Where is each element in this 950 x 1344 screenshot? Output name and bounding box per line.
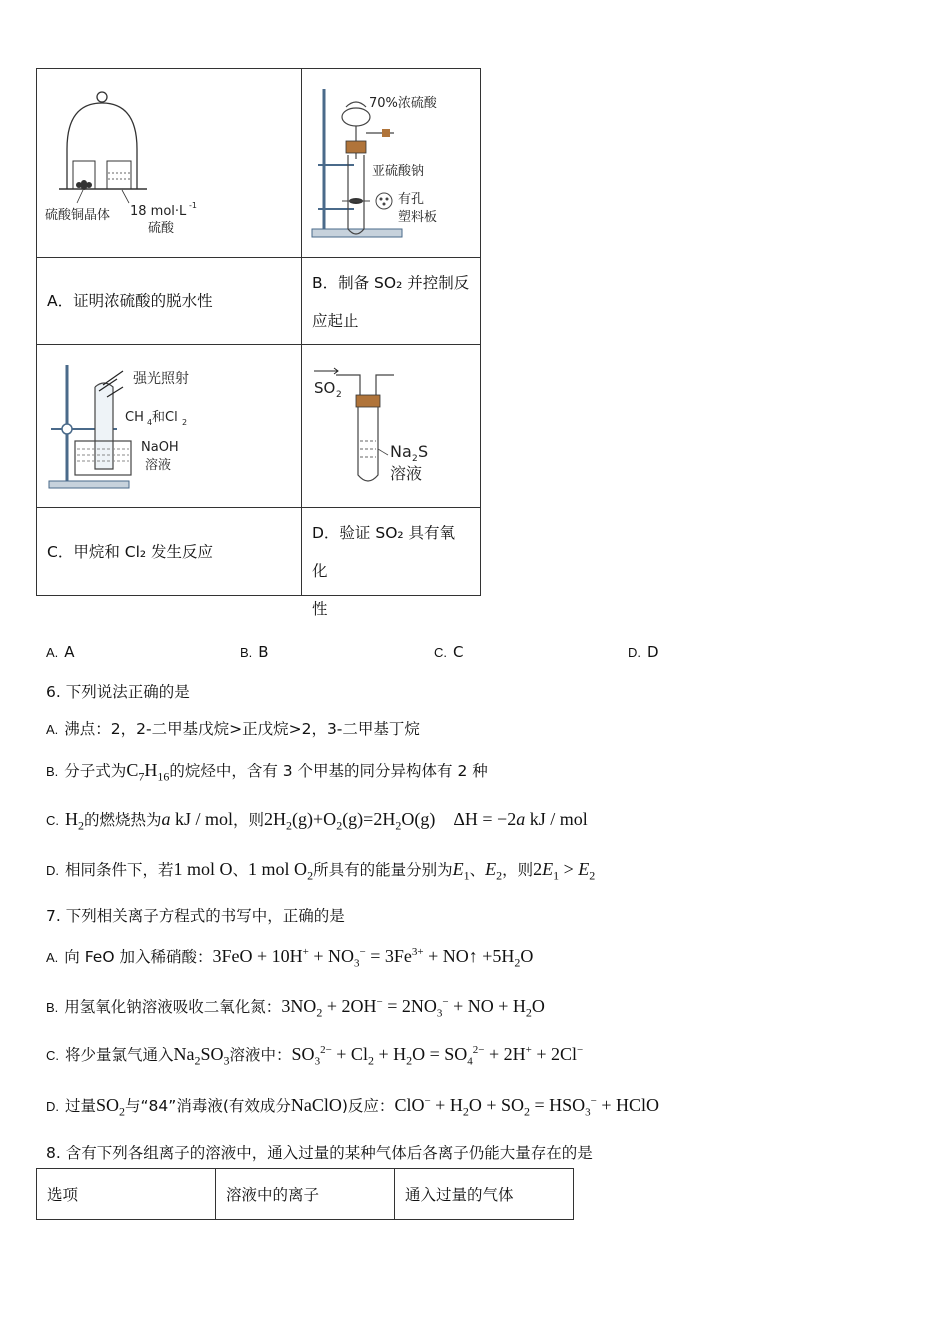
table-row — [37, 1169, 574, 1220]
formula-1mol-o2: 1 mol $O_2$ — [248, 859, 314, 883]
q6-option-a[interactable]: A. 沸点：2，2-二甲基戊烷>正戊烷>2，3-二甲基丁烷 — [46, 720, 420, 738]
formula-h2: $H_2$ — [65, 809, 84, 833]
label-solution-c: 溶液 — [145, 458, 172, 473]
q7-option-c[interactable]: C. 将少量氯气通入$Na_2SO_3$溶液中：$SO_3^{2-} + Cl_2 + H_2O = SO_4^{2-} + 2H^+ + 2Cl^-$ — [46, 1044, 584, 1068]
cell-c-caption — [36, 507, 302, 596]
label-s: S — [418, 442, 429, 461]
equation-cl2-so3: $SO_3^{2-} + Cl_2 + H_2O = SO_4^{2-} + 2H^+ + 2Cl^-$ — [291, 1044, 584, 1068]
formula-na2so3: $Na_2SO_3$ — [173, 1044, 230, 1068]
label-acid-conc: 18 mol·L — [130, 204, 187, 219]
cell-a-caption — [36, 257, 302, 345]
label-strong-light: 强光照射 — [133, 371, 189, 387]
cell-b-caption — [301, 257, 481, 345]
cell-b-image — [301, 68, 481, 258]
header-option: 选项 — [37, 1169, 216, 1220]
bell-jar-diagram — [37, 69, 301, 257]
q7-option-b[interactable]: B. 用氢氧化钠溶液吸收二氧化氮：$3NO_2 + 2OH^- = 2NO_3^-$ + NO + $H_2O$ — [46, 996, 545, 1020]
q5-option-c[interactable]: C. C — [434, 643, 464, 661]
label-ch: CH — [125, 410, 144, 425]
na2s-tube-diagram — [302, 345, 480, 507]
cell-a-image — [36, 68, 302, 258]
formula-akj: a kJ / mol — [161, 809, 234, 829]
q5-option-d[interactable]: D. D — [628, 643, 659, 661]
caption-d-1: D．验证 SO₂ 具有氧化 — [312, 524, 456, 580]
q7-option-a[interactable]: A. 向 FeO 加入稀硝酸：$3FeO + 10H^+ + NO_3^- = 3Fe^{3+}$ + NO↑ $+5H_2O$ — [46, 946, 534, 970]
formula-c7h16: $C_7H_{16}$ — [126, 760, 170, 784]
cell-d-image — [301, 344, 481, 508]
label-solution-d: 溶液 — [390, 464, 423, 483]
formula-naclo: NaClO — [290, 1095, 342, 1115]
so2-generator-diagram — [302, 69, 480, 257]
label-acid-exp: -1 — [189, 201, 197, 210]
label-cl-2: 2 — [182, 418, 188, 427]
caption-d-2: 性 — [312, 600, 328, 618]
equation-clo-so2: $ClO^- + H_2O + SO_2 = HSO_3^-$ + HClO — [394, 1095, 660, 1119]
q7-stem: 7. 下列相关离子方程式的书写中，正确的是 — [46, 907, 345, 925]
methane-chlorine-diagram — [37, 345, 301, 507]
label-sodium-sulfite: 亚硫酸钠 — [372, 164, 425, 179]
q6-option-d[interactable]: D. 相同条件下，若1 mol O、1 mol $O_2$所具有的能量分别为$E_1$、$E_2$，则$2E_1 > E_2$ — [46, 859, 596, 883]
equation-feo-hno3: $3FeO + 10H^+ + NO_3^- = 3Fe^{3+}$ + NO↑ $+5H_2O$ — [212, 946, 534, 970]
label-porous-1: 有孔 — [398, 192, 425, 207]
q5-option-a[interactable]: A. A — [46, 643, 75, 661]
formula-so2: $SO_2$ — [96, 1095, 126, 1119]
header-ions: 溶液中的离子 — [216, 1169, 395, 1220]
label-so-2: 2 — [336, 390, 342, 400]
label-na-2: 2 — [412, 454, 418, 464]
caption-b-2: 应起止 — [312, 312, 359, 330]
caption-c: C．甲烷和 Cl₂ 发生反应 — [47, 542, 214, 561]
apparatus-figure-grid — [36, 68, 481, 618]
label-na: Na — [390, 442, 412, 461]
caption-a: A．证明浓硫酸的脱水性 — [47, 292, 213, 310]
label-so: SO — [314, 379, 336, 397]
caption-b-1: B．制备 SO₂ 并控制反 — [312, 274, 470, 292]
header-gas: 通入过量的气体 — [395, 1169, 574, 1220]
q6-stem: 6. 下列说法正确的是 — [46, 683, 190, 701]
formula-1mol-o: 1 mol O — [173, 859, 233, 879]
label-ch-4: 4 — [147, 418, 153, 427]
q6-option-b[interactable]: B. 分子式为$C_7H_{16}$的烷烃中，含有 3 个甲基的同分异构体有 2 种 — [46, 760, 488, 784]
label-acid: 硫酸 — [148, 221, 175, 236]
cell-c-image — [36, 344, 302, 508]
q5-option-b[interactable]: B. B — [240, 643, 269, 661]
q8-table — [36, 1168, 574, 1220]
label-crystal: 硫酸铜晶体 — [45, 208, 111, 223]
equation-no2-naoh: $3NO_2 + 2OH^- = 2NO_3^-$ + NO + $H_2O$ — [281, 996, 545, 1020]
label-porous-2: 塑料板 — [398, 210, 438, 225]
q6-option-c[interactable]: C. $H_2$的燃烧热为a kJ / mol，则$2H_2(g)+O_2(g)=2H_2O(g)$ ΔH = −2a kJ / mol — [46, 809, 588, 833]
q8-stem: 8. 含有下列各组离子的溶液中，通入过量的某种气体后各离子仍能大量存在的是 — [46, 1144, 593, 1162]
formula-2e1-gt-e2: $2E_1 > E_2$ — [533, 859, 596, 883]
formula-e2: $E_2$ — [485, 859, 503, 883]
label-and-cl: 和Cl — [152, 410, 178, 425]
cell-d-caption — [301, 507, 481, 618]
q7-option-d[interactable]: D. 过量$SO_2$与“84”消毒液(有效成分NaClO)反应：$ClO^- + H_2O + SO_2 = HSO_3^-$ + HClO — [46, 1095, 660, 1119]
equation-h2-combustion: $2H_2(g)+O_2(g)=2H_2O(g)$ ΔH = −2a kJ / mol — [264, 809, 588, 833]
label-conc-acid: 70%浓硫酸 — [369, 96, 437, 111]
formula-e1: $E_1$ — [452, 859, 470, 883]
label-naoh: NaOH — [141, 440, 179, 455]
